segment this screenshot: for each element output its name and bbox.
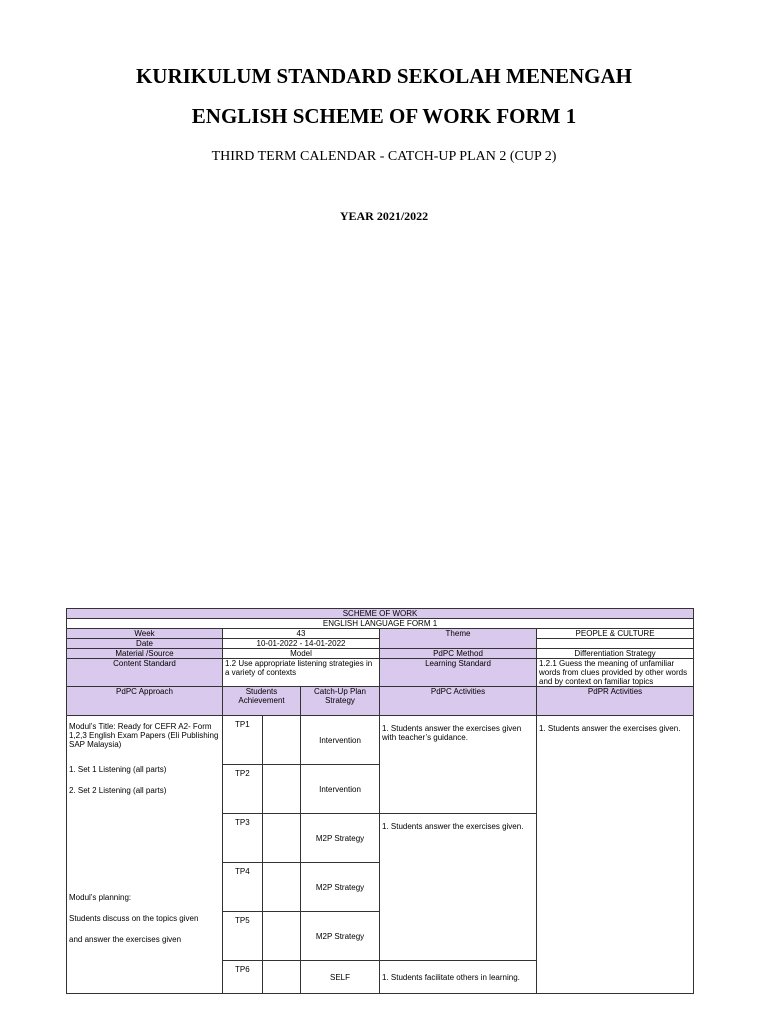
- term-calendar-heading: THIRD TERM CALENDAR - CATCH-UP PLAN 2 (CUP 2): [211, 149, 557, 164]
- approach-module-title: Modul’s Title: Ready for CEFR A2- Form 1,2,3 English Exam Papers (Eli Publishing SAP Malaysia): [69, 722, 219, 749]
- cup-strategy: M2P Strategy: [301, 912, 380, 961]
- content-standard-value: 1.2 Use appropriate listening strategies in a variety of contexts: [223, 659, 380, 687]
- theme-value: PEOPLE & CULTURE: [537, 629, 694, 639]
- approach-planning-heading: Modul’s planning:: [69, 893, 132, 902]
- page-title: KURIKULUM STANDARD SEKOLAH MENENGAH: [135, 64, 633, 88]
- table-banner-scheme: SCHEME OF WORK: [67, 609, 694, 619]
- tp-label: TP4: [223, 863, 263, 912]
- theme-empty-cell: [537, 639, 694, 649]
- tp-blank-cell: [263, 863, 301, 912]
- tp-blank-cell: [263, 961, 301, 994]
- cup-strategy: M2P Strategy: [301, 814, 380, 863]
- approach-planning-line2: and answer the exercises given: [69, 935, 182, 944]
- col-header-pdpr: PdPR Activities: [537, 687, 694, 716]
- cup-strategy: SELF: [301, 961, 380, 994]
- year-heading: YEAR 2021/2022: [339, 209, 429, 223]
- tp-blank-cell: [263, 912, 301, 961]
- approach-set2: 2. Set 2 Listening (all parts): [69, 786, 167, 795]
- pdpr-activities-cell: 1. Students answer the exercises given.: [537, 716, 694, 994]
- activity-cell-3: 1. Students facilitate others in learning.: [380, 961, 537, 994]
- tp-blank-cell: [263, 716, 301, 765]
- activity-cell-2: 1. Students answer the exercises given.: [380, 814, 537, 961]
- tp-blank-cell: [263, 765, 301, 814]
- week-label: Week: [67, 629, 223, 639]
- date-label: Date: [67, 639, 223, 649]
- tp-label: TP1: [223, 716, 263, 765]
- content-standard-label: Content Standard: [67, 659, 223, 687]
- approach-set1: 1. Set 1 Listening (all parts): [69, 765, 167, 774]
- material-label: Material /Source: [67, 649, 223, 659]
- scheme-of-work-table: [66, 608, 694, 994]
- date-value: 10-01-2022 - 14-01-2022: [223, 639, 380, 649]
- tp-label: TP2: [223, 765, 263, 814]
- theme-label: Theme: [380, 629, 537, 649]
- cup-strategy: Intervention: [301, 716, 380, 765]
- learning-standard-label: Learning Standard: [380, 659, 537, 687]
- cup-strategy: Intervention: [301, 765, 380, 814]
- cup-strategy: M2P Strategy: [301, 863, 380, 912]
- col-header-approach: PdPC Approach: [67, 687, 223, 716]
- approach-cell: [67, 716, 223, 994]
- activity-cell-1: 1. Students answer the exercises given with teacher’s guidance.: [380, 716, 537, 814]
- pdpc-method-label: PdPC Method: [380, 649, 537, 659]
- material-value: Model: [223, 649, 380, 659]
- approach-planning-line1: Students discuss on the topics given: [69, 914, 199, 923]
- tp-blank-cell: [263, 814, 301, 863]
- table-banner-subject: ENGLISH LANGUAGE FORM 1: [67, 619, 694, 629]
- page-subtitle: ENGLISH SCHEME OF WORK FORM 1: [191, 104, 577, 128]
- tp-label: TP5: [223, 912, 263, 961]
- week-value: 43: [223, 629, 380, 639]
- col-header-activities: PdPC Activities: [380, 687, 537, 716]
- col-header-cup: Catch-Up Plan Strategy: [301, 687, 380, 716]
- col-header-achievement: Students Achievement: [223, 687, 301, 716]
- tp-label: TP3: [223, 814, 263, 863]
- learning-standard-value: 1.2.1 Guess the meaning of unfamiliar words from clues provided by other words and by context on familiar topics: [537, 659, 694, 687]
- tp-label: TP6: [223, 961, 263, 994]
- differentiation-strategy-label: Differentiation Strategy: [537, 649, 694, 659]
